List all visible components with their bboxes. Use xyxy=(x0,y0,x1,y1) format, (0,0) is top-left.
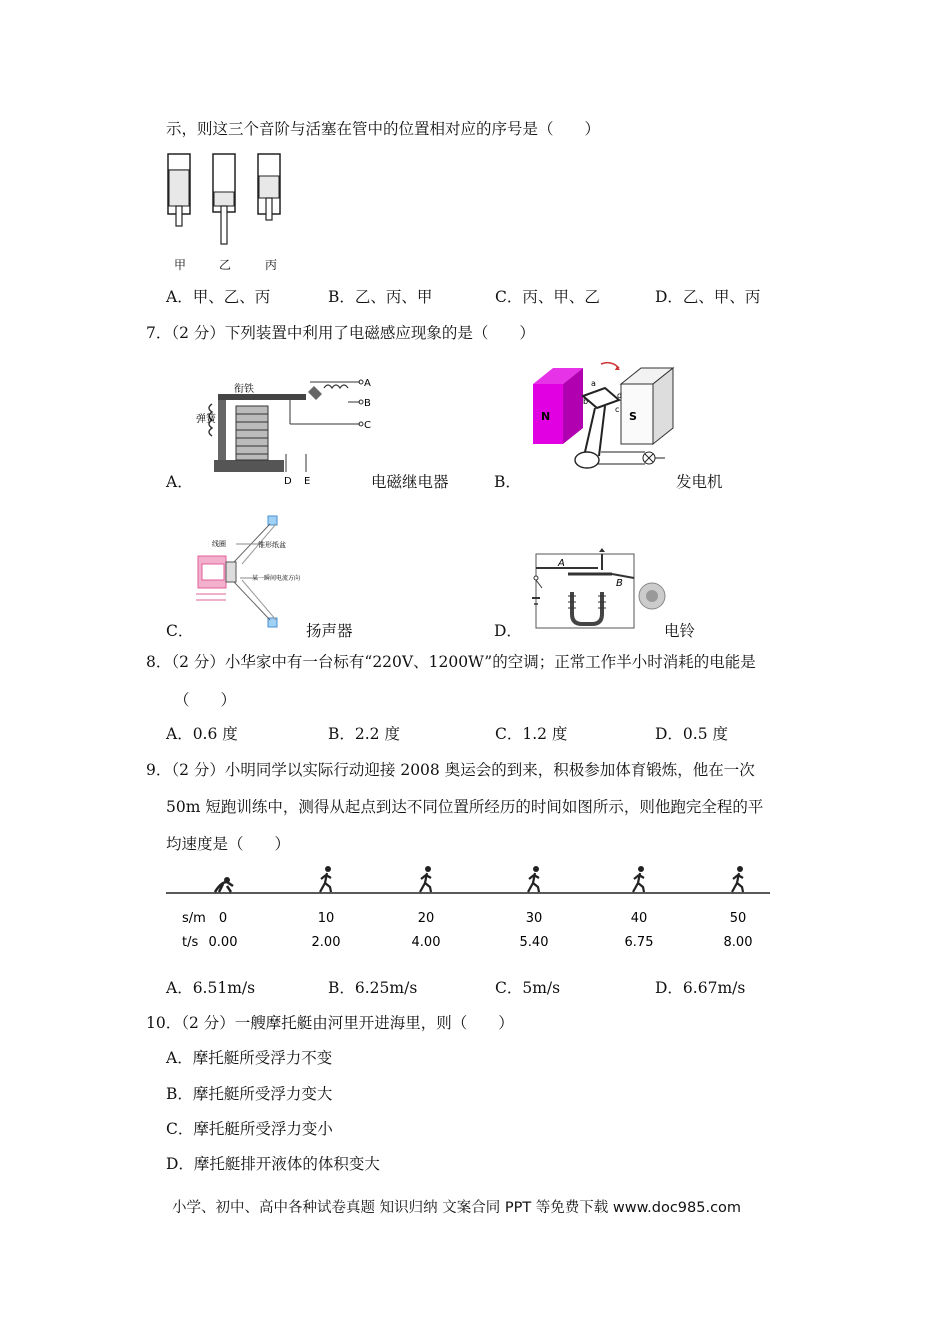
track-position-label: 0 xyxy=(218,911,228,926)
q9-option-c[interactable]: C．5m/s xyxy=(495,979,561,997)
track-time-label: 6.75 xyxy=(624,935,654,950)
track-position-label: 40 xyxy=(630,911,648,926)
q8-option-c[interactable]: C．1.2 度 xyxy=(495,725,568,743)
tube-label-bing: 丙 xyxy=(265,258,278,272)
track-time-label: 2.00 xyxy=(311,935,341,950)
q9-stem-line1: 9．（2 分）小明同学以实际行动迎接 2008 奥运会的到来，积极参加体育锻炼，他在一次 xyxy=(146,761,755,779)
track-t-label: t/s xyxy=(182,935,199,950)
runner-icon xyxy=(732,866,743,892)
generator-label-n: N xyxy=(541,410,551,423)
page-footer: 小学、初中、高中各种试卷真题 知识归纳 文案合同 PPT 等免费下载 www.doc985.com xyxy=(172,1200,742,1216)
speaker-label-coil: 线圈 xyxy=(212,540,226,548)
track-time-label: 0.00 xyxy=(208,935,238,950)
q10-option-c[interactable]: C．摩托艇所受浮力变小 xyxy=(166,1120,333,1138)
track-position-label: 30 xyxy=(525,911,543,926)
running-track-figure xyxy=(166,860,770,952)
generator-label-c: c xyxy=(615,405,620,414)
relay-label-e: E xyxy=(304,476,311,487)
speaker-label-current: 某一瞬间电流方向 xyxy=(252,575,300,582)
q7-option-c-caption: 扬声器 xyxy=(306,622,353,640)
q7-option-b-letter[interactable]: B． xyxy=(494,473,521,491)
q9-option-b[interactable]: B．6.25m/s xyxy=(328,979,418,997)
relay-label-d: D xyxy=(284,476,292,487)
q6-tubes-figure xyxy=(160,148,290,272)
q10-option-a[interactable]: A．摩托艇所受浮力不变 xyxy=(166,1049,333,1067)
track-time-label: 5.40 xyxy=(519,935,549,950)
q6-stem: 示，则这三个音阶与活塞在管中的位置相对应的序号是（ ） xyxy=(166,120,601,138)
tube-label-jia: 甲 xyxy=(174,258,187,272)
q8-option-b[interactable]: B．2.2 度 xyxy=(328,725,400,743)
track-position-label: 50 xyxy=(729,911,747,926)
q10-option-b[interactable]: B．摩托艇所受浮力变大 xyxy=(166,1085,333,1103)
tube-label-yi: 乙 xyxy=(219,258,232,272)
track-time-label: 4.00 xyxy=(411,935,441,950)
q6-option-a[interactable]: A．甲、乙、丙 xyxy=(166,288,271,306)
runner-icon xyxy=(320,866,331,892)
q7-option-d-caption: 电铃 xyxy=(664,622,696,640)
q8-stem-line2: （ ） xyxy=(174,691,237,709)
q7-option-a-caption: 电磁继电器 xyxy=(371,473,449,491)
relay-figure xyxy=(190,368,380,490)
q8-stem-line1: 8．（2 分）小华家中有一台标有“220V、1200W”的空调；正常工作半小时消耗的电能是 xyxy=(146,653,756,671)
generator-label-s: S xyxy=(629,410,637,423)
speaker-figure xyxy=(190,512,300,634)
q7-stem: 7．（2 分）下列装置中利用了电磁感应现象的是（ ） xyxy=(146,324,535,342)
relay-label-c: C xyxy=(364,420,371,431)
q9-option-d[interactable]: D．6.67m/s xyxy=(655,979,746,997)
q7-option-a-letter[interactable]: A． xyxy=(166,473,193,491)
q6-option-d[interactable]: D．乙、甲、丙 xyxy=(655,288,761,306)
relay-label-spring: 弹簧 xyxy=(196,414,216,425)
relay-label-armature: 衔铁 xyxy=(234,384,254,395)
relay-label-b: B xyxy=(364,398,371,409)
runner-icon xyxy=(420,866,431,892)
q7-option-c-letter[interactable]: C． xyxy=(166,622,194,640)
relay-label-a: A xyxy=(364,378,371,389)
q6-option-b[interactable]: B．乙、丙、甲 xyxy=(328,288,433,306)
q9-stem-line2: 50m 短跑训练中，测得从起点到达不同位置所经历的时间如图所示，则他跑完全程的平 xyxy=(166,798,764,816)
q9-option-a[interactable]: A．6.51m/s xyxy=(166,979,256,997)
q8-option-d[interactable]: D．0.5 度 xyxy=(655,725,729,743)
generator-label-a: a xyxy=(591,379,596,388)
q9-stem-line3: 均速度是（ ） xyxy=(166,835,291,853)
tube-bing xyxy=(258,154,280,220)
track-position-label: 10 xyxy=(317,911,335,926)
track-position-label: 20 xyxy=(417,911,435,926)
q10-option-d[interactable]: D．摩托艇排开液体的体积变大 xyxy=(166,1155,380,1173)
speaker-label-cone: 锥形纸盆 xyxy=(258,541,286,549)
q8-option-a[interactable]: A．0.6 度 xyxy=(166,725,238,743)
q7-option-b-caption: 发电机 xyxy=(676,473,723,491)
track-time-label: 8.00 xyxy=(723,935,753,950)
generator-figure xyxy=(525,356,685,478)
runner-icon xyxy=(633,866,644,892)
q7-option-d-letter[interactable]: D． xyxy=(494,622,522,640)
q10-stem: 10．（2 分）一艘摩托艇由河里开进海里，则（ ） xyxy=(146,1014,514,1032)
bell-label-a: A xyxy=(558,558,565,569)
generator-label-d: d xyxy=(617,391,623,400)
bell-figure xyxy=(528,548,678,634)
bell-label-b: B xyxy=(616,578,623,589)
tube-jia xyxy=(168,154,190,226)
q6-option-c[interactable]: C．丙、甲、乙 xyxy=(495,288,600,306)
tube-yi xyxy=(213,154,235,244)
runner-start-icon xyxy=(215,877,233,892)
generator-label-b: b xyxy=(583,397,589,406)
track-s-label: s/m xyxy=(182,911,206,926)
runner-icon xyxy=(528,866,539,892)
